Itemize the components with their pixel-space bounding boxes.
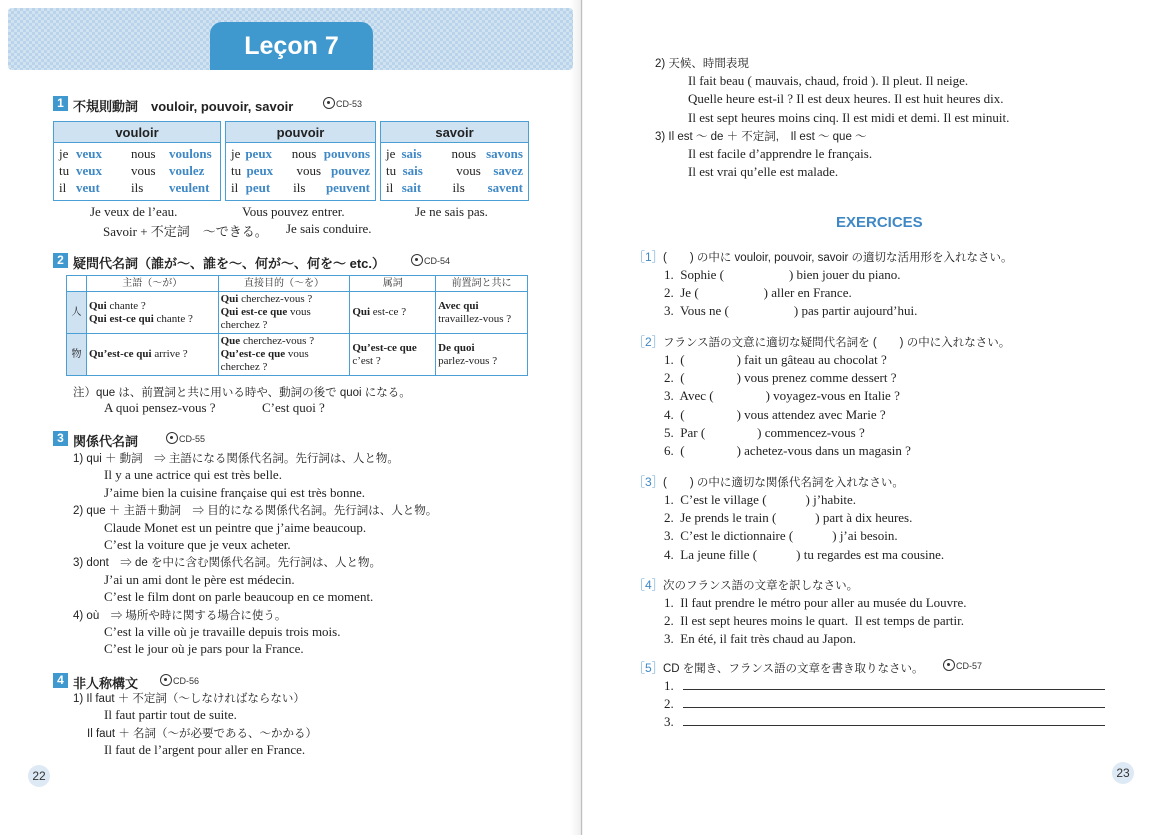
pronoun: ils: [293, 180, 306, 195]
verb-table-header: savoir: [381, 122, 528, 143]
example-sentence: Vous pouvez entrer.: [242, 204, 345, 219]
table-cell: Avec qui travaillez-vous ?: [436, 292, 528, 334]
example-sentence: Je ne sais pas.: [415, 204, 488, 219]
left-page: [0, 0, 582, 835]
section-title: 疑問代名詞（誰が～、誰を～、何が～、何を～ etc.）: [73, 256, 386, 271]
table-cell: Que cherchez-vous ? Qu’est-ce que vous cherchez ?: [218, 334, 350, 376]
verb-form: savent: [487, 180, 523, 195]
exercise-item: 2.: [664, 696, 674, 712]
example-sentence: Il fait beau ( mauvais, chaud, froid ). Il pleut. Il neige.: [688, 73, 969, 89]
verb-form: voulez: [169, 163, 205, 178]
pronoun: vous: [296, 163, 322, 178]
verb-conjugation-grid: [381, 143, 528, 198]
grammar-rule: Il faut ＋ 名詞（～が必要である、～かかる）: [87, 727, 318, 740]
column-header: 前置詞と共に: [436, 276, 528, 292]
verb-table-header: vouloir: [54, 122, 220, 143]
table-cell: Qui chante ? Qui est-ce qui chante ?: [86, 292, 218, 334]
exercise-item: 2. Il est sept heures moins le quart. Il est temps de partir.: [664, 613, 965, 629]
pronoun: nous: [451, 146, 477, 161]
verb-form: peuvent: [325, 180, 370, 195]
pronoun: il: [59, 180, 67, 195]
exercise-item: 1.: [664, 678, 674, 693]
pronoun: tu: [386, 163, 397, 178]
row-label: 物: [67, 334, 87, 376]
pronoun: vous: [456, 163, 481, 178]
pronoun: tu: [231, 163, 242, 178]
grammar-rule: 3) dont ⇒ de を中に含む関係代名詞。先行詞は、人と物。: [73, 557, 381, 570]
exercise-item: 4. La jeune fille ( ) tu regardes est ma cousine.: [664, 546, 945, 562]
exercise-item: 1. C’est le village ( ) j’habite.: [664, 492, 857, 507]
example-sentence: A quoi pensez-vous ?: [104, 400, 216, 415]
verb-form: pouvons: [323, 146, 370, 161]
exercise-label: ［1］: [633, 250, 664, 264]
verb-form: veux: [76, 146, 102, 161]
section-number: 3: [53, 431, 68, 446]
grammar-rule: 4) où ⇒ 場所や時に関する場合に使う。: [73, 609, 287, 622]
interrogative-pronoun-table: [66, 275, 528, 376]
grammar-rule: 3) Il est ～ de ＋ 不定詞, Il est ～ que ～: [655, 130, 867, 143]
lesson-title: Leçon 7: [210, 22, 373, 70]
cd-track: CD-56: [160, 674, 199, 686]
pronoun: tu: [59, 163, 70, 178]
conjugation-row: [386, 179, 523, 196]
cd-icon: [411, 254, 423, 266]
example-sentence: Claude Monet est un peintre que j’aime beaucoup.: [104, 519, 367, 535]
example-sentence: Quelle heure est-il ? Il est deux heures. Il est huit heures dix.: [688, 91, 1004, 107]
exercise-item: 3.: [664, 714, 674, 730]
table-row: [67, 292, 528, 334]
conjugation-row: [231, 179, 370, 196]
example-sentence: Il est facile d’apprendre le français.: [688, 146, 873, 161]
exercise-item: 2. Je prends le train ( ) part à dix heures.: [664, 510, 913, 526]
exercise-instruction: 次のフランス語の文章を訳しなさい。: [663, 580, 859, 592]
conjugation-row: [231, 145, 370, 162]
column-header: 主語（～が）: [86, 276, 218, 292]
verb-table-savoir: [380, 121, 529, 201]
exercise-item: 3. Avec ( ) voyagez-vous en Italie ?: [664, 388, 900, 404]
table-cell: Qui est-ce ?: [350, 292, 436, 334]
example-sentence: C’est le jour où je pars pour la France.: [104, 641, 304, 657]
conjugation-row: [59, 179, 215, 196]
pronoun: vous: [131, 163, 156, 178]
pronoun: il: [386, 180, 394, 195]
table-corner-cell: [67, 276, 87, 292]
example-sentence: Je sais conduire.: [286, 221, 372, 236]
exercise-item: 1. ( ) fait un gâteau au chocolat ?: [664, 352, 887, 367]
pronoun: je: [59, 146, 69, 161]
pronoun: il: [231, 180, 239, 195]
verb-form: veux: [76, 163, 102, 178]
example-sentence: C’est la ville où je travaille depuis trois mois.: [104, 624, 341, 639]
pronoun: je: [386, 146, 396, 161]
example-sentence: C’est quoi ?: [262, 400, 325, 415]
verb-form: savons: [486, 146, 523, 161]
exercise-item: 2. ( ) vous prenez comme dessert ?: [664, 370, 897, 386]
table-cell: Qui cherchez-vous ? Qui est-ce que vous cherchez ?: [218, 292, 350, 334]
section-number: 2: [53, 253, 68, 268]
grammar-rule: 1) qui ＋ 動詞 ⇒ 主語になる関係代名詞。先行詞は、人と物。: [73, 453, 399, 465]
verb-form: sais: [401, 146, 422, 161]
grammar-rule: 2) que ＋ 主語＋動詞 ⇒ 目的になる関係代名詞。先行詞は、人と物。: [73, 505, 438, 518]
pronoun: ils: [452, 180, 465, 195]
exercise-item: 6. ( ) achetez-vous dans un magasin ?: [664, 443, 911, 458]
section-title: 関係代名詞: [73, 434, 139, 449]
verb-form: peux: [246, 163, 274, 178]
example-sentence: C’est le film dont on parle beaucoup en ce moment.: [104, 589, 374, 605]
exercise-instruction: ( ) の中に vouloir, pouvoir, savoir の適切な活用形を入れなさい。: [663, 252, 1013, 264]
verb-form: peux: [245, 146, 273, 161]
conjugation-row: [386, 162, 523, 179]
example-sentence: Il faut de l’argent pour aller en France.: [104, 742, 306, 758]
answer-line: [683, 725, 1105, 726]
verb-form: sais: [402, 163, 423, 178]
grammar-rule: 1) Il faut ＋ 不定詞（～しなければならない）: [73, 693, 305, 705]
exercises-title: EXERCICES: [836, 214, 923, 231]
pronoun: ils: [131, 180, 144, 195]
table-row: [67, 334, 528, 376]
pronoun: je: [231, 146, 241, 161]
example-sentence: Il est vrai qu’elle est malade.: [688, 164, 839, 180]
cd-icon: [943, 659, 955, 671]
table-cell: Qu’est-ce qui arrive ?: [86, 334, 218, 376]
verb-form: pouvez: [331, 163, 370, 178]
conjugation-row: [386, 145, 523, 162]
cd-track: CD-53: [323, 97, 362, 109]
verb-form: veut: [76, 180, 100, 195]
verb-conjugation-grid: [54, 143, 220, 198]
exercise-item: 2. Je ( ) aller en France.: [664, 285, 852, 301]
page-number: 23: [1112, 762, 1134, 784]
conjugation-row: [59, 162, 215, 179]
grammar-note: Savoir + 不定詞 ～できる。: [103, 224, 268, 239]
row-label: 人: [67, 292, 87, 334]
example-sentence: Il faut partir tout de suite.: [104, 707, 237, 723]
right-page: [583, 0, 1167, 835]
verb-conjugation-grid: [226, 143, 375, 198]
verb-form: savez: [493, 163, 523, 178]
table-header-row: [67, 276, 528, 292]
cd-icon: [323, 97, 335, 109]
conjugation-row: [59, 145, 215, 162]
exercise-instruction: フランス語の文意に適切な疑問代名詞を ( ) の中に入れなさい。: [663, 337, 1011, 349]
grammar-rule: 2) 天候、時間表現: [655, 58, 749, 70]
column-header: 直接目的（～を）: [218, 276, 350, 292]
verb-form: peut: [245, 180, 271, 195]
exercise-instruction: CD を聞き、フランス語の文章を書き取りなさい。: [663, 663, 924, 675]
table-cell: Qu’est-ce que c’est ?: [350, 334, 436, 376]
pronoun: nous: [131, 146, 156, 161]
exercise-item: 3. Vous ne ( ) pas partir aujourd’hui.: [664, 303, 918, 319]
example-sentence: J’aime bien la cuisine française qui est très bonne.: [104, 484, 365, 500]
grammar-note: 注）que は、前置詞と共に用いる時や、動詞の後で quoi になる。: [73, 387, 411, 399]
section-title: 非人称構文: [73, 676, 139, 691]
exercise-label: ［3］: [633, 475, 664, 489]
verb-form: voulons: [169, 146, 212, 161]
example-sentence: J’ai un ami dont le père est médecin.: [104, 571, 295, 587]
verb-table-pouvoir: [225, 121, 376, 201]
section-title: 不規則動詞 vouloir, pouvoir, savoir: [73, 99, 294, 114]
exercise-item: 1. Il faut prendre le métro pour aller au musée du Louvre.: [664, 595, 967, 610]
exercise-instruction: ( ) の中に適切な関係代名詞を入れなさい。: [663, 477, 904, 489]
pronoun: nous: [291, 146, 317, 161]
conjugation-row: [231, 162, 370, 179]
answer-line: [683, 689, 1105, 690]
table-cell: De quoi parlez-vous ?: [436, 334, 528, 376]
cd-track: CD-57: [943, 659, 982, 671]
verb-table-header: pouvoir: [226, 122, 375, 143]
page-number: 22: [28, 765, 50, 787]
cd-icon: [160, 674, 172, 686]
verb-form: veulent: [169, 180, 210, 195]
example-sentence: Je veux de l’eau.: [90, 204, 178, 219]
exercise-label: ［4］: [633, 578, 664, 592]
example-sentence: C’est la voiture que je veux acheter.: [104, 537, 291, 552]
example-sentence: Il y a une actrice qui est très belle.: [104, 467, 282, 483]
cd-icon: [166, 432, 178, 444]
exercise-item: 3. En été, il fait très chaud au Japon.: [664, 631, 857, 647]
exercise-item: 4. ( ) vous attendez avec Marie ?: [664, 406, 886, 422]
verb-table-vouloir: [53, 121, 221, 201]
answer-line: [683, 707, 1105, 708]
cd-track: CD-54: [411, 254, 450, 266]
exercise-item: 1. Sophie ( ) bien jouer du piano.: [664, 267, 901, 282]
example-sentence: Il est sept heures moins cinq. Il est midi et demi. Il est minuit.: [688, 109, 1010, 125]
exercise-label: ［5］: [633, 661, 664, 675]
section-number: 4: [53, 673, 68, 688]
exercise-item: 5. Par ( ) commencez-vous ?: [664, 424, 865, 440]
column-header: 属詞: [350, 276, 436, 292]
verb-form: sait: [401, 180, 422, 195]
exercise-item: 3. C’est le dictionnaire ( ) j’ai besoin.: [664, 528, 898, 544]
cd-track: CD-55: [166, 432, 205, 444]
section-number: 1: [53, 96, 68, 111]
exercise-label: ［2］: [633, 335, 664, 349]
